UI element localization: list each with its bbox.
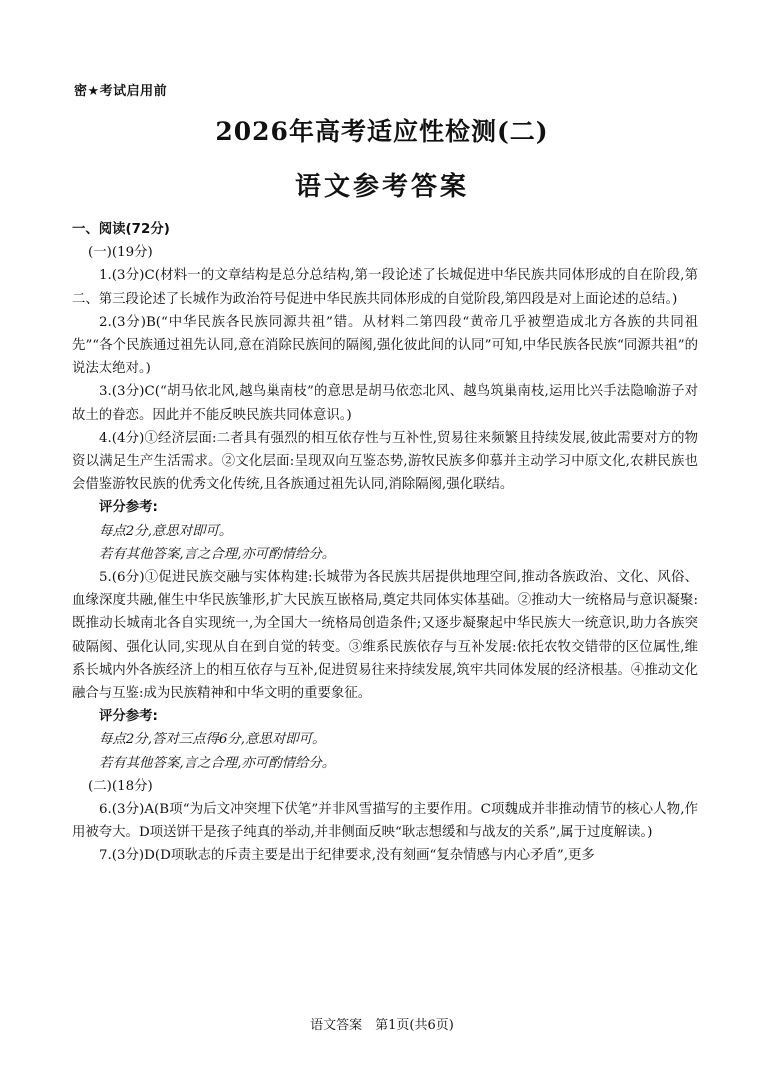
page-footer: 语文答案 第1页(共6页) bbox=[310, 1018, 454, 1033]
answer-subtitle: 语文参考答案 bbox=[294, 172, 469, 202]
section-heading-reading: 一、阅读(72分) bbox=[72, 222, 170, 237]
scoring-reference-heading: 评分参考: bbox=[99, 500, 158, 516]
part-heading-2: (二)(18分) bbox=[88, 778, 153, 794]
answer-q4: 4.(4分)①经济层面:二者具有强烈的相互依存性与互补性,贸易往来频繁且持续发展,彼此需要对方的物资以满足生产生活需求。②文化层面:呈现双向互鉴态势,游牧民族多仰慕并主动学习中原文化,农耕民族也会借鉴游牧民族的优秀文化传统,且各族通过祖先认同,消除隔阂,强化联结。 bbox=[72, 430, 698, 493]
answer-q2: 2.(3分)B(“中华民族各民族同源共祖”错。从材料二第四段“黄帝几乎被塑造成北方各族的共同祖先”“各个民族通过祖先认同,意在消除民族间的隔阂,强化彼此间的认同”可知,中华民族各民族“同源共祖”的说法太绝对。) bbox=[72, 314, 698, 377]
answer-q7: 7.(3分)D(D项耿志的斥责主要是出于纪律要求,没有刻画“复杂情感与内心矛盾”,更多 bbox=[99, 848, 595, 864]
scoring-note: 每点2分,答对三点得6分,意思对即可。 bbox=[99, 732, 326, 748]
part-heading-1: (一)(19分) bbox=[88, 245, 153, 261]
answer-content bbox=[72, 218, 698, 868]
exam-title: 2026年高考适应性检测(二) bbox=[215, 117, 549, 146]
scoring-note: 每点2分,意思对即可。 bbox=[99, 523, 233, 539]
scoring-note: 若有其他答案,言之合理,亦可酌情给分。 bbox=[99, 755, 336, 771]
answer-q3: 3.(3分)C(“胡马依北风,越鸟巢南枝”的意思是胡马依恋北风、越鸟筑巢南枝,运用比兴手法隐喻游子对故土的眷恋。因此并不能反映民族共同体意识。) bbox=[72, 384, 698, 423]
scoring-note: 若有其他答案,言之合理,亦可酌情给分。 bbox=[99, 546, 336, 562]
confidential-mark: 密★考试启用前 bbox=[74, 84, 168, 99]
answer-q1: 1.(3分)C(材料一的文章结构是总分总结构,第一段论述了长城促进中华民族共同体形成的自在阶段,第二、第三段论述了长城作为政治符号促进中华民族共同体形成的自觉阶段,第四段是对上面论述的总结。) bbox=[72, 268, 698, 307]
scoring-reference-heading: 评分参考: bbox=[99, 709, 158, 725]
answer-q6: 6.(3分)A(B项“为后文冲突埋下伏笔”并非风雪描写的主要作用。C项魏成并非推动情节的核心人物,作用被夸大。D项送饼干是孩子纯真的举动,并非侧面反映“耿志想缓和与战友的关系”,属于过度解读。) bbox=[72, 802, 698, 841]
answer-q5: 5.(6分)①促进民族交融与实体构建:长城带为各民族共居提供地理空间,推动各族政治、文化、风俗、血缘深度共融,催生中华民族雏形,扩大民族互嵌格局,奠定共同体实体基础。②推动大一统格局与意识凝聚:既推动长城南北各自实现统一,为全国大一统格局创造条件;又逐步凝聚起中华民族大一统意识,助力各族突破隔阂、强化认同,实现从自在到自觉的转变。③维系民族依存与互补发展:依托农牧交错带的区位属性,维系长城内外各族经济上的相互依存与互补,促进贸易往来持续发展,筑牢共同体发展的经济根基。④推动文化融合与互鉴:成为民族精神和中华文明的重要象征。 bbox=[72, 570, 698, 702]
